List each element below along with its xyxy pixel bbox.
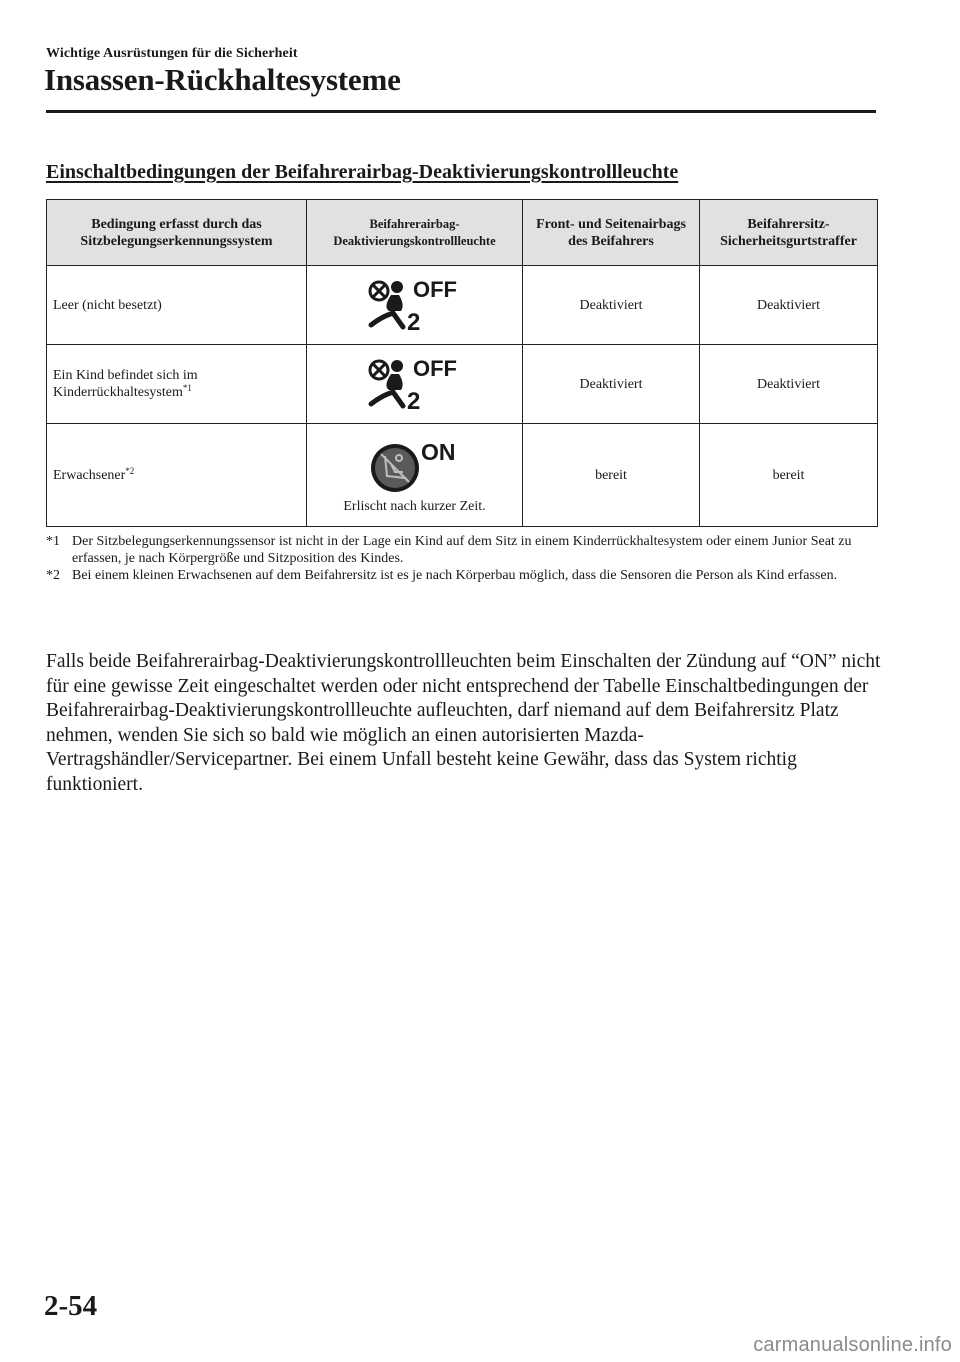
seat-occupied-on-indicator-icon (365, 436, 465, 494)
header-pretensioner: Beifahrersitz-Sicherheitsgurtstraffer (700, 200, 878, 266)
table-row (47, 345, 878, 424)
footnote-text: Bei einem kleinen Erwachsenen auf dem Beifahrersitz ist es je nach Körperbau möglich, dass die Sensoren die Person als Kind erfassen. (72, 568, 838, 583)
footnote-text: Der Sitzbelegungserkennungssensor ist nicht in der Lage ein Kind auf dem Sitz in einem Kinderrückhaltesystem oder einem Junior Seat zu erfassen, je nach Körpergröße und Sitzposition des Kindes. (72, 534, 852, 566)
table-header-row (47, 200, 878, 266)
footnotes (46, 533, 881, 584)
lamp-label: OFF (412, 356, 457, 381)
footnote-mark: *2 (46, 568, 60, 583)
airbag-status-cell: bereit (523, 424, 700, 527)
lamp-label: ON (420, 438, 455, 465)
lamp-cell (307, 424, 523, 527)
lamp-label: OFF (412, 277, 457, 302)
lamp-condition-table (46, 199, 878, 527)
watermark: carmanualsonline.info (753, 1334, 952, 1356)
footnote-mark: *1 (46, 534, 60, 549)
airbag-status-cell: Deaktiviert (523, 266, 700, 345)
footnote-ref: *2 (125, 465, 135, 476)
title-divider (46, 110, 876, 113)
condition-cell (47, 266, 307, 345)
condition-text: Erwachsener (53, 467, 126, 483)
page-title: Insassen-Rückhaltesysteme (44, 62, 401, 97)
table-row (47, 266, 878, 345)
airbag-off-indicator-icon (365, 275, 465, 335)
lamp-cell (307, 266, 523, 345)
page-number: 2-54 (44, 1290, 98, 1322)
airbag-off-indicator-icon (365, 354, 465, 414)
condition-cell (47, 424, 307, 527)
airbag-status-cell: Deaktiviert (523, 345, 700, 424)
lamp-digit: 2 (406, 388, 420, 414)
pretensioner-status-cell: Deaktiviert (700, 266, 878, 345)
header-front-side-airbags: Front- und Seitenairbags des Beifahrers (523, 200, 700, 266)
body-paragraph: Falls beide Beifahrerairbag-Deaktivierungskontrollleuchten beim Einschalten der Zündung auf “ON” nicht für eine gewisse Zeit eingeschaltet werden oder nicht entsprechend der Tabelle Einschaltbedingungen der Beifahrerairbag-Deaktivierungskontrollleuchte aufleuchten, darf niemand auf dem Beifahrersitz Platz nehmen, wenden Sie sich so bald wie möglich an einen autorisierten Mazda-Vertragshändler/Servicepartner. Bei einem Unfall besteht keine Gewähr, dass das System richtig funktioniert. (46, 651, 881, 795)
condition-cell (47, 345, 307, 424)
header-condition: Bedingung erfasst durch das Sitzbelegungserkennungssystem (47, 200, 307, 266)
header-lamp: Beifahrerairbag-Deaktivierungskontrollleuchte (307, 200, 523, 266)
condition-text: Ein Kind befindet sich im Kinderrückhaltesystem (53, 368, 198, 400)
lamp-note: Erlischt nach kurzer Zeit. (343, 498, 486, 514)
condition-text: Leer (nicht besetzt) (53, 297, 162, 313)
footnote (46, 533, 881, 567)
pretensioner-status-cell: bereit (700, 424, 878, 527)
lamp-digit: 2 (406, 309, 420, 335)
footnote-ref: *1 (182, 383, 192, 393)
table-heading: Einschaltbedingungen der Beifahrerairbag-Deaktivierungskontrollleuchte (46, 161, 679, 183)
lamp-cell (307, 345, 523, 424)
table-row (47, 424, 878, 527)
pretensioner-status-cell: Deaktiviert (700, 345, 878, 424)
section-kicker: Wichtige Ausrüstungen für die Sicherheit (46, 46, 298, 61)
footnote (46, 567, 881, 584)
